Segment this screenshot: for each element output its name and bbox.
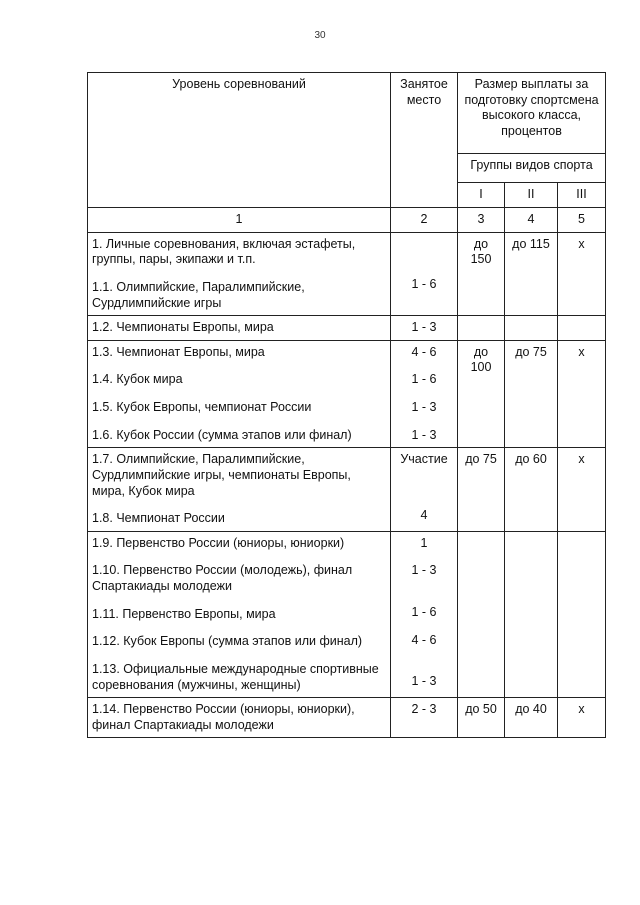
level-text: 1.1. Олимпийские, Паралимпийские, Сурдлимпийские игры [92,279,305,310]
level-text: 1.11. Первенство Европы, мира [92,606,276,621]
place-text: 4 [420,507,428,522]
group-2-value: до 60 [505,448,558,532]
place-text: 1 - 3 [411,320,437,335]
group-3-value: х [558,698,606,738]
place-text: 1 - 3 [411,400,437,414]
level-text: 1.8. Чемпионат России [92,511,225,526]
col-number-1: 1 [88,208,391,233]
place-text: 1 - 6 [411,372,437,387]
table-row [88,340,606,448]
table-row [88,316,606,341]
level-text: 1.7. Олимпийские, Паралимпийские, Сурдлимпийские игры, чемпионаты Европы, мира, Кубок мира [92,452,351,498]
place-text: Участие [400,452,448,467]
group-2-value: до 115 [505,232,558,316]
number-row [88,208,606,233]
header-level: Уровень соревнований [88,73,391,208]
group-3-value: х [558,232,606,316]
place-cell [391,448,458,532]
level-text: 1. Личные соревнования, включая эстафеты, группы, пары, экипажи и т.п. [92,236,356,267]
header-row [88,73,606,154]
group-2-value [505,316,558,341]
place-cell [391,698,458,738]
place-text: 4 - 6 [411,344,437,359]
col-number-3: 3 [458,208,505,233]
table-row [88,448,606,532]
place-text: 1 - 6 [411,605,437,619]
place-text: 1 - 3 [411,674,437,689]
group-2-value: до 40 [505,698,558,738]
group-col-2: II [505,183,558,208]
group-2-value [505,531,558,697]
place-text: 1 [420,535,428,550]
level-text: 1.14. Первенство России (юниоры, юниорки), финал Спартакиады молодежи [92,702,355,732]
header-place: Занятое место [391,73,458,208]
level-cell [88,531,391,697]
payment-table [87,72,606,738]
group-1-value [458,316,505,341]
group-1-value: до 150 [458,232,505,316]
place-cell [391,316,458,341]
level-cell [88,340,391,448]
col-number-5: 5 [558,208,606,233]
level-cell [88,698,391,738]
table-row [88,698,606,738]
group-3-value [558,316,606,341]
group-1-value: до 50 [458,698,505,738]
level-text: 1.12. Кубок Европы (сумма этапов или финал) [92,634,363,649]
place-text: 4 - 6 [411,632,437,647]
level-cell [88,448,391,532]
place-text: 1 - 3 [411,563,437,578]
group-1-value: до 75 [458,448,505,532]
place-cell [391,232,458,316]
level-text: 1.4. Кубок мира [92,372,183,387]
group-3-value: х [558,340,606,448]
group-3-value: х [558,448,606,532]
header-groups: Группы видов спорта [458,154,606,183]
level-text: 1.5. Кубок Европы, чемпионат России [92,400,312,414]
place-cell [391,340,458,448]
group-col-3: III [558,183,606,208]
level-text: 1.13. Официальные международные спортивные соревнования (мужчины, женщины) [92,661,379,692]
group-1-value [458,531,505,697]
header-payment: Размер выплаты за подготовку спортсмена высокого класса, процентов [458,73,606,154]
page-number: 30 [314,30,326,41]
table-row [88,531,606,697]
level-text: 1.3. Чемпионат Европы, мира [92,344,265,359]
group-col-1: I [458,183,505,208]
group-2-value: до 75 [505,340,558,448]
place-text: 1 - 6 [411,276,437,291]
col-number-4: 4 [505,208,558,233]
place-text: 1 - 3 [411,427,437,442]
place-text: 2 - 3 [411,702,437,717]
group-3-value [558,531,606,697]
col-number-2: 2 [391,208,458,233]
level-text: 1.2. Чемпионаты Европы, мира [92,320,274,335]
level-text: 1.6. Кубок России (сумма этапов или финал) [92,427,352,442]
level-cell [88,232,391,316]
level-text: 1.10. Первенство России (молодежь), финал Спартакиады молодежи [92,563,353,593]
level-text: 1.9. Первенство России (юниоры, юниорки) [92,535,345,550]
table-row [88,232,606,316]
place-cell [391,531,458,697]
group-1-value: до 100 [458,340,505,448]
level-cell [88,316,391,341]
